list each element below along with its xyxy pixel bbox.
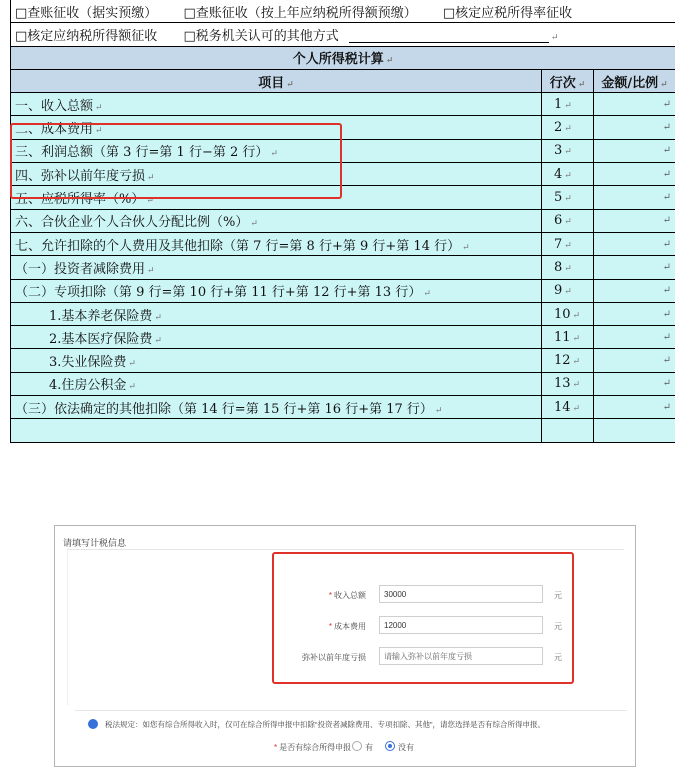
row-line: 6 bbox=[554, 213, 563, 229]
column-line: 行次 bbox=[549, 75, 576, 91]
column-amount: 金额/比例 bbox=[601, 75, 659, 91]
row-amount: ↵ bbox=[594, 116, 676, 139]
row-amount: ↵ bbox=[594, 93, 676, 116]
row-item: 3.失业保险费 bbox=[49, 355, 127, 371]
row-line: 7 bbox=[554, 236, 563, 252]
section-title-row: 个人所得税计算 ↵ bbox=[11, 46, 676, 69]
table-row: 1.基本养老保险费 ↵ 10 ↵ ↵ bbox=[11, 302, 676, 325]
section-title: 个人所得税计算 bbox=[292, 52, 384, 68]
tax-info-form-panel bbox=[54, 525, 636, 767]
radio-no[interactable] bbox=[385, 741, 395, 751]
table-row: （二）专项扣除（第 9 行=第 10 行+第 11 行+第 12 行+第 13 行） ↵ 9 ↵ ↵ bbox=[11, 279, 676, 302]
row-line: 11 bbox=[554, 329, 571, 345]
row-line: 4 bbox=[554, 166, 563, 182]
table-row: 五、应税所得率（%） ↵ 5 ↵ ↵ bbox=[11, 186, 676, 209]
row-line: 1 bbox=[554, 96, 563, 112]
loss-label: 弥补以前年度亏损 bbox=[302, 653, 366, 662]
radio-yes-label[interactable]: 有 bbox=[365, 743, 373, 752]
field-row-loss bbox=[68, 647, 624, 667]
row-line: 9 bbox=[554, 283, 563, 299]
row-item: 一、收入总额 bbox=[15, 98, 94, 114]
table-row-cut bbox=[11, 419, 676, 442]
row-amount: ↵ bbox=[594, 163, 676, 186]
row-item: 四、弥补以前年度亏损 bbox=[15, 168, 146, 184]
info-icon bbox=[88, 719, 98, 729]
table-row: （一）投资者减除费用 ↵ 8 ↵ ↵ bbox=[11, 256, 676, 279]
table-row: 一、收入总额 ↵ 1 ↵ ↵ bbox=[11, 93, 676, 116]
row-line: 14 bbox=[554, 399, 571, 415]
loss-input[interactable] bbox=[379, 647, 543, 665]
row-item: 4.住房公积金 bbox=[49, 378, 127, 394]
radio-no-label[interactable]: 没有 bbox=[398, 743, 414, 752]
row-item: 五、应税所得率（%） bbox=[15, 192, 145, 208]
fill-in-line bbox=[349, 30, 549, 43]
collection-options-row-2: □核定应纳税所得额征收 □税务机关认可的其他方式 ↵ bbox=[11, 23, 676, 46]
table-row: 4.住房公积金 ↵ 13 ↵ ↵ bbox=[11, 372, 676, 395]
row-amount: ↵ bbox=[594, 396, 676, 419]
option-assessed-income: □核定应纳税所得额征收 bbox=[15, 28, 158, 44]
table-row: 四、弥补以前年度亏损 ↵ 4 ↵ ↵ bbox=[11, 163, 676, 186]
row-item: （二）专项扣除（第 9 行=第 10 行+第 11 行+第 12 行+第 13 行） bbox=[15, 285, 422, 301]
tax-rule-notice bbox=[75, 710, 627, 733]
row-amount: ↵ bbox=[594, 326, 676, 349]
row-amount: ↵ bbox=[594, 279, 676, 302]
column-header-row: 项目 ↵ 行次 ↵ 金额/比例 ↵ bbox=[11, 69, 676, 92]
table-row: 2.基本医疗保险费 ↵ 11 ↵ ↵ bbox=[11, 326, 676, 349]
form-card bbox=[67, 549, 624, 705]
row-amount: ↵ bbox=[594, 139, 676, 162]
cost-label: * 成本费用 bbox=[328, 622, 366, 631]
field-row-cost bbox=[68, 616, 624, 636]
row-item: 七、允许扣除的个人费用及其他扣除（第 7 行=第 8 行+第 9 行+第 14 行） bbox=[15, 238, 461, 254]
row-item: 六、合伙企业个人合伙人分配比例（%） bbox=[15, 215, 249, 231]
income-label: * 收入总额 bbox=[328, 591, 366, 600]
table-row: 二、成本费用 ↵ 2 ↵ ↵ bbox=[11, 116, 676, 139]
row-line: 13 bbox=[554, 376, 571, 392]
income-unit: 元 bbox=[554, 591, 562, 600]
option-taxable-rate: □核定应税所得率征收 bbox=[442, 5, 573, 21]
row-amount: ↵ bbox=[594, 256, 676, 279]
row-amount: ↵ bbox=[594, 232, 676, 255]
notice-text: 税法规定：如您有综合所得收入时，仅可在综合所得申报中扣除“投资者减除费用、专项扣除、其他”，请您选择是否有综合所得申报。 bbox=[105, 720, 545, 729]
tax-calculation-table bbox=[10, 0, 675, 443]
loss-unit: 元 bbox=[554, 653, 562, 662]
cost-unit: 元 bbox=[554, 622, 562, 631]
column-item: 项目 bbox=[258, 75, 285, 91]
row-amount: ↵ bbox=[594, 302, 676, 325]
field-row-income bbox=[68, 585, 624, 605]
income-input[interactable] bbox=[379, 585, 543, 603]
row-amount: ↵ bbox=[594, 209, 676, 232]
radio-group-label: * 是否有综合所得申报 bbox=[274, 743, 352, 752]
row-item: 2.基本医疗保险费 bbox=[49, 331, 153, 347]
row-item: （一）投资者减除费用 bbox=[15, 261, 146, 277]
table-row: 三、利润总额（第 3 行=第 1 行−第 2 行） ↵ 3 ↵ ↵ bbox=[11, 139, 676, 162]
row-line: 8 bbox=[554, 259, 563, 275]
option-other-method: □税务机关认可的其他方式 bbox=[183, 28, 339, 44]
table-row: 3.失业保险费 ↵ 12 ↵ ↵ bbox=[11, 349, 676, 372]
collection-options-row-1 bbox=[11, 0, 676, 23]
row-line: 5 bbox=[554, 190, 563, 206]
row-item: 三、利润总额（第 3 行=第 1 行−第 2 行） bbox=[15, 145, 269, 161]
row-item: （三）依法确定的其他扣除（第 14 行=第 15 行+第 16 行+第 17 行） bbox=[15, 401, 433, 417]
row-line: 12 bbox=[554, 353, 571, 369]
panel-title: 请填写计税信息 bbox=[63, 538, 127, 548]
row-amount: ↵ bbox=[594, 372, 676, 395]
row-line: 10 bbox=[554, 306, 571, 322]
cost-input[interactable] bbox=[379, 616, 543, 634]
option-last-year-prepay: □查账征收（按上年应纳税所得额预缴） bbox=[183, 5, 417, 21]
radio-yes[interactable] bbox=[352, 741, 362, 751]
tax-return-document bbox=[10, 0, 675, 496]
row-line: 3 bbox=[554, 143, 563, 159]
table-row: 六、合伙企业个人合伙人分配比例（%） ↵ 6 ↵ ↵ bbox=[11, 209, 676, 232]
table-row: （三）依法确定的其他扣除（第 14 行=第 15 行+第 16 行+第 17 行） ↵ 14 ↵ ↵ bbox=[11, 396, 676, 419]
row-item: 二、成本费用 bbox=[15, 122, 94, 138]
row-item: 1.基本养老保险费 bbox=[49, 308, 153, 324]
table-row: 七、允许扣除的个人费用及其他扣除（第 7 行=第 8 行+第 9 行+第 14 行） ↵ 7 ↵ ↵ bbox=[11, 232, 676, 255]
row-line: 2 bbox=[554, 120, 563, 136]
row-amount: ↵ bbox=[594, 349, 676, 372]
row-amount: ↵ bbox=[594, 186, 676, 209]
option-actual-prepay: □查账征收（据实预缴） bbox=[15, 5, 158, 21]
